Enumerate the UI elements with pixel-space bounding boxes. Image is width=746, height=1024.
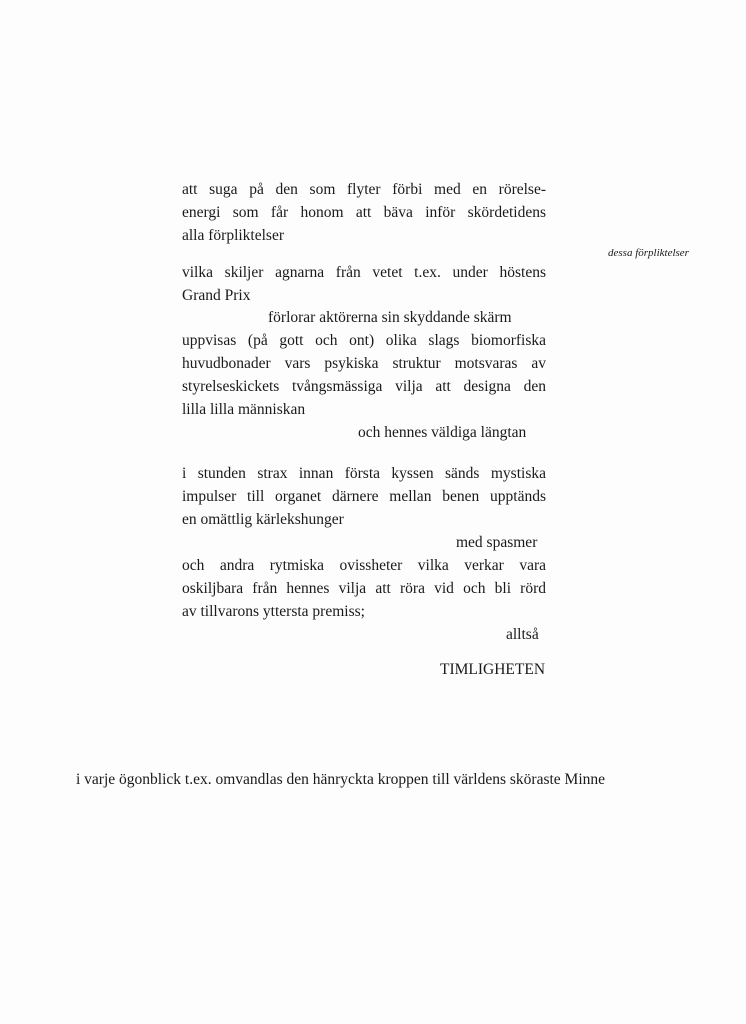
poem-line-8: huvudbonader vars psykiska struktur motsvaras av: [182, 355, 546, 372]
poem-line-9: styrelseskickets tvångsmässiga vilja att designa den: [182, 378, 546, 395]
poem-line-12: i stunden strax innan första kyssen sänds mystiska: [182, 465, 546, 482]
poem-line-3: alla förpliktelser: [182, 227, 284, 244]
poem-line-2: energi som får honom att bäva inför skördetidens: [182, 204, 546, 221]
margin-note: dessa förpliktelser: [608, 247, 689, 259]
poem-line-4: vilka skiljer agnarna från vetet t.ex. under höstens: [182, 264, 546, 281]
bottom-line: i varje ögonblick t.ex. omvandlas den hänryckta kroppen till världens sköraste Minne: [76, 771, 606, 788]
poem-line-17: oskiljbara från hennes vilja att röra vid och bli rörd: [182, 580, 546, 597]
poem-line-14: en omättlig kärlekshunger: [182, 511, 344, 528]
poem-line-13: impulser till organet därnere mellan benen upptänds: [182, 488, 546, 505]
poem-line-5: Grand Prix: [182, 287, 251, 304]
poem-line-15: med spasmer: [456, 534, 538, 551]
poem-line-1: att suga på den som flyter förbi med en rörelse-: [182, 181, 546, 198]
poem-line-11: och hennes väldiga längtan: [358, 424, 527, 441]
poem-line-10: lilla lilla människan: [182, 401, 306, 418]
poem-heading-timligheten: TIMLIGHETEN: [440, 661, 546, 678]
poem-line-6: förlorar aktörerna sin skyddande skärm: [268, 309, 512, 326]
poem-line-18: av tillvarons yttersta premiss;: [182, 603, 365, 620]
poem-line-7: uppvisas (på gott och ont) olika slags biomorfiska: [182, 332, 546, 349]
poem-line-16: och andra rytmiska ovissheter vilka verkar vara: [182, 557, 546, 574]
poem-line-19: alltså: [506, 626, 539, 643]
